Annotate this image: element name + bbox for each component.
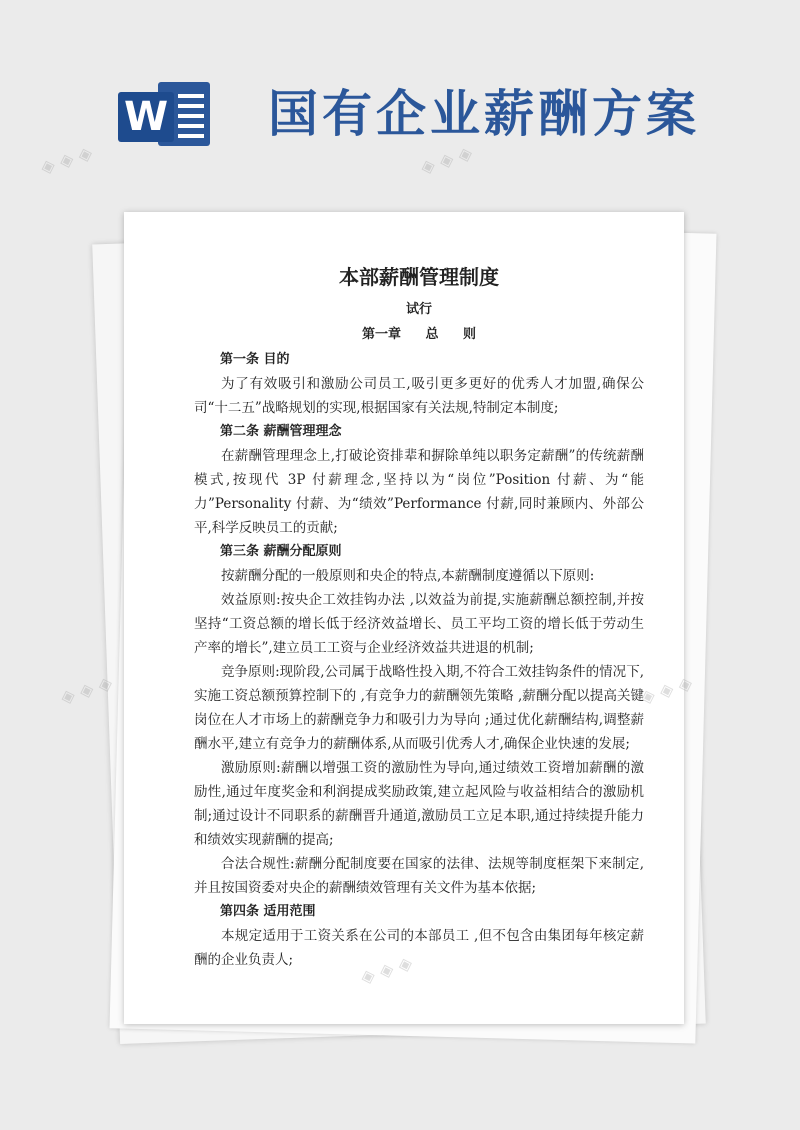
document-title: 本部薪酬管理制度 bbox=[339, 265, 499, 289]
paragraph: 按薪酬分配的一般原则和央企的特点,本薪酬制度遵循以下原则: bbox=[221, 568, 595, 584]
article-heading: 第三条 薪酬分配原则 bbox=[220, 544, 342, 559]
watermark: ◈ ◈ ◈ bbox=[38, 142, 95, 179]
paragraph: 为了有效吸引和激励公司员工,吸引更多更好的优秀人才加盟,确保公司“十二五”战略规划的实现,根据国家有关法规,特制定本制度; bbox=[194, 376, 644, 416]
word-logo bbox=[118, 78, 212, 150]
paragraph: 效益原则:按央企工效挂钩办法 ,以效益为前提,实施薪酬总额控制,并按坚持“工资总额的增长低于经济效益增长、员工平均工资的增长低于劳动生产率的增长”,建立员工工资与企业经济效益共进退的机制; bbox=[194, 592, 644, 656]
watermark: ◈ ◈ ◈ bbox=[418, 142, 475, 179]
article-heading: 第一条 目的 bbox=[220, 352, 290, 367]
article-heading: 第二条 薪酬管理理念 bbox=[220, 424, 342, 439]
paragraph: 合法合规性:薪酬分配制度要在国家的法律、法规等制度框架下来制定,并且按国资委对央企的薪酬绩效管理有关文件为基本依据; bbox=[194, 856, 644, 896]
paragraph: 在薪酬管理理念上,打破论资排辈和摒除单纯以职务定薪酬”的传统薪酬模式,按现代 3P 付薪理念,坚持以为“岗位”Position 付薪、为“能力”Personality 付薪、为“绩效”Performance 付薪,同时兼顾内、外部公平,科学反映员工的贡献; bbox=[194, 448, 644, 536]
article-heading: 第四条 适用范围 bbox=[220, 904, 316, 919]
watermark: ◈ ◈ ◈ bbox=[358, 952, 415, 989]
watermark: ◈ ◈ ◈ bbox=[58, 672, 115, 709]
document-page bbox=[124, 212, 684, 1024]
paragraph: 激励原则:薪酬以增强工资的激励性为导向,通过绩效工资增加薪酬的激励性,通过年度奖金和利润提成奖励政策,建立起风险与收益相结合的激励机制;通过设计不同职系的薪酬晋升通道,激励员工立足本职,通过持续提升能力和绩效实现薪酬的提高; bbox=[194, 760, 644, 848]
watermark: ◈ ◈ ◈ bbox=[638, 672, 695, 709]
chapter-heading: 第一章 总 则 bbox=[361, 327, 477, 342]
paragraph: 竞争原则:现阶段,公司属于战略性投入期,不符合工效挂钩条件的情况下,实施工资总额预算控制下的 ,有竞争力的薪酬领先策略 ,薪酬分配以提高关键岗位在人才市场上的薪酬竞争力和吸引力为导向 ;通过优化薪酬结构,调整薪酬水平,建立有竞争力的薪酬体系,从而吸引优秀人才,确保企业快速的发展; bbox=[194, 664, 644, 752]
banner-title: 国有企业薪酬方案 bbox=[268, 85, 700, 143]
word-icon: W bbox=[118, 92, 174, 142]
document-subtitle: 试行 bbox=[405, 302, 432, 317]
paragraph: 本规定适用于工资关系在公司的本部员工 ,但不包含由集团每年核定薪酬的企业负责人; bbox=[194, 928, 644, 968]
document-body bbox=[194, 254, 644, 972]
